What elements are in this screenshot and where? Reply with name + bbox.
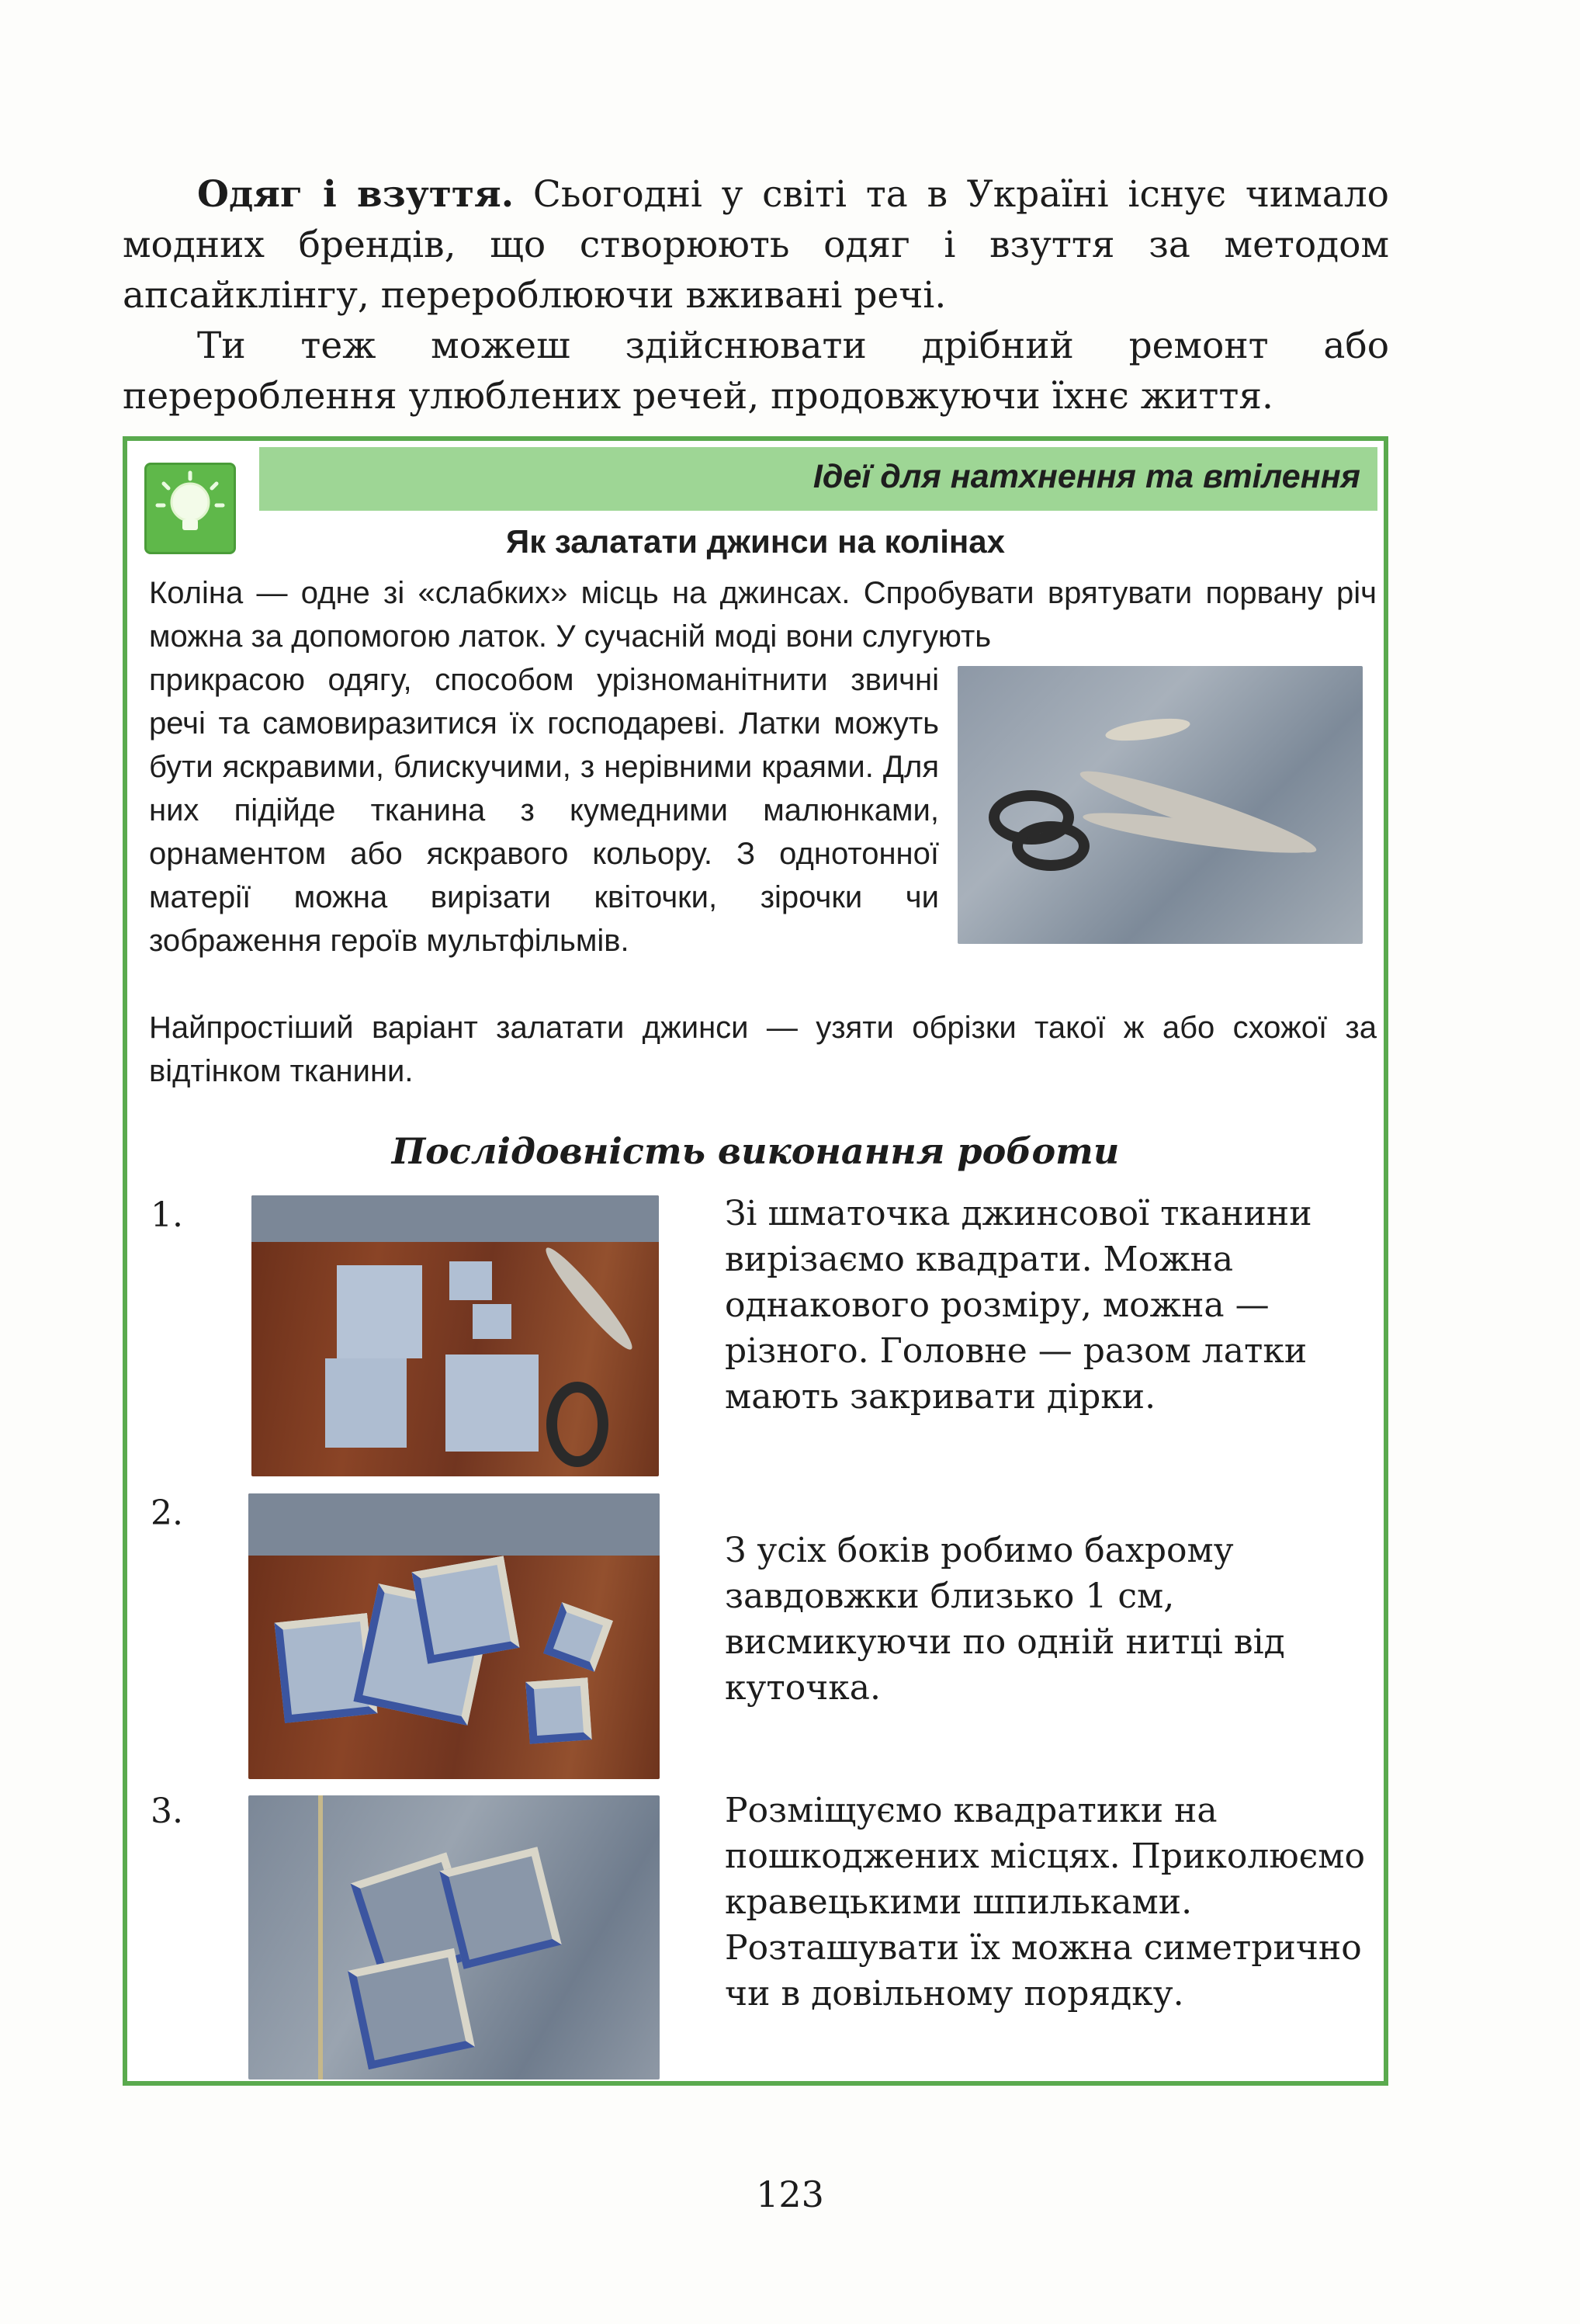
box-paragraph-top: Коліна — одне зі «слабких» місць на джинсах. Спробувати врятувати порвану річ можна за допомогою латок. У сучасній моді вони слугують bbox=[149, 576, 1377, 654]
intro-p1-body: Сьогодні у світі та в Україні існує чимало модних брендів, що створюють одяг і взуття за методом апсайклінгу, перероблюючи вживані речі. bbox=[123, 173, 1389, 317]
box-header-bar bbox=[259, 447, 1377, 511]
step-2-text: З усіх боків робимо бахрому завдовжки близько 1 см, висмикуючи по одній нитці від куточка. bbox=[725, 1531, 1285, 1708]
step-3-number: 3. bbox=[151, 1792, 183, 1831]
inspiration-box bbox=[123, 436, 1388, 2086]
step-2-photo bbox=[248, 1493, 660, 1779]
intro-paragraph-2: Ти теж можеш здійснювати дрібний ремонт або перероблення улюблених речей, продовжуючи їхнє життя. bbox=[123, 324, 1389, 418]
jeans-scissors-photo bbox=[958, 666, 1363, 944]
step-1-number: 1. bbox=[151, 1195, 183, 1235]
box-paragraph-wrap: прикрасою одягу, способом урізноманітнити звичні речі та самовиразитися їх господареві. Латки можуть бути яскравими, блискучими, з нерівними краями. Для них підійде тканина з кумедними малюнками, орнаментом або яскравого кольору. З однотонної матерії можна вирізати квіточки, зірочки чи зображення героїв мультфільмів. bbox=[149, 663, 939, 958]
step-3-text: Розміщуємо квадратики на пошкоджених місцях. Приколюємо кравецькими шпильками. Розташувати їх можна симетрично чи в довільному порядку. bbox=[725, 1791, 1366, 2014]
sequence-title: Послідовність виконання роботи bbox=[391, 1130, 1120, 1172]
box-paragraph-bottom: Найпростіший варіант залатати джинси — узяти обрізки такої ж або схожої за відтінком тканини. bbox=[149, 1011, 1377, 1088]
intro-paragraph-1 bbox=[123, 169, 1389, 321]
step-3-photo bbox=[248, 1795, 660, 2079]
intro-bold-lead: Одяг і взуття. bbox=[197, 173, 515, 216]
intro-text bbox=[123, 169, 1389, 421]
page-number: 123 bbox=[756, 2173, 824, 2215]
box-title: Як залатати джинси на колінах bbox=[506, 523, 1005, 560]
step-2-number: 2. bbox=[151, 1493, 183, 1533]
step-1-photo bbox=[251, 1195, 659, 1476]
box-header-label: Ідеї для натхнення та втілення bbox=[813, 458, 1360, 495]
step-1-text: Зі шматочка джинсової тканини вирізаємо квадрати. Можна однакового розміру, можна — різного. Головне — разом латки мають закривати дірки. bbox=[725, 1194, 1312, 1417]
